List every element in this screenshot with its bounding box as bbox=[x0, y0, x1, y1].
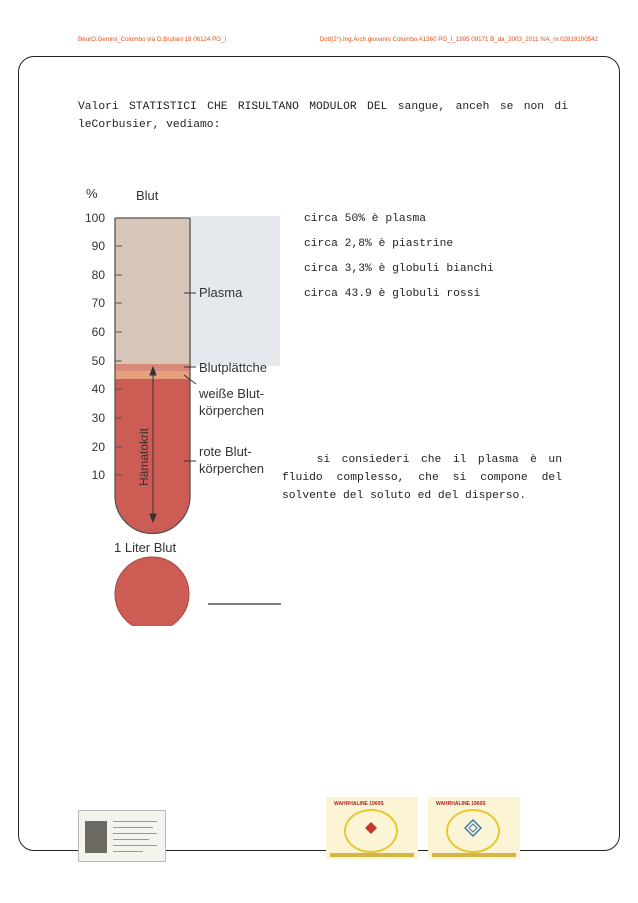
red-cells-label: rote Blut- bbox=[199, 444, 252, 459]
percent-label: % bbox=[86, 186, 98, 201]
tick-label: 80 bbox=[91, 268, 105, 282]
tick-label: 30 bbox=[91, 411, 105, 425]
hematocrit-label: Hämatokrit bbox=[137, 427, 151, 486]
id-card-image bbox=[78, 810, 166, 862]
tick-label: 10 bbox=[91, 468, 105, 482]
stat-plasma: circa 50% è plasma bbox=[304, 213, 427, 225]
blood-drop-circle bbox=[115, 557, 189, 626]
red-cells-label-2: körperchen bbox=[199, 461, 265, 476]
stat-white-cells: circa 3,3% è globuli bianchi bbox=[304, 263, 494, 275]
stat-red-cells: circa 43.9 è globuli rossi bbox=[304, 288, 481, 300]
certification-stamp-right bbox=[428, 797, 520, 859]
header-credentials: Dott(2°).Ing.Arch.giovanni Colombo A1360 PG_I_1995 09171 B_da_2003_2011 IVA_nr.02819100542 bbox=[319, 36, 598, 43]
page-header bbox=[78, 36, 598, 43]
stamp-emblem-icon bbox=[364, 821, 378, 835]
plasma-label: Plasma bbox=[199, 285, 243, 300]
liter-label: 1 Liter Blut bbox=[114, 540, 177, 555]
plasma-note bbox=[282, 451, 562, 505]
stamp-title: WAHRHALINE 1960S bbox=[334, 801, 384, 807]
platelets-label: Blutplättche bbox=[199, 360, 267, 375]
y-tick-labels bbox=[85, 211, 105, 482]
blood-composition-diagram bbox=[72, 176, 287, 626]
tick-label: 100 bbox=[84, 211, 105, 225]
tick-label: 50 bbox=[91, 354, 105, 368]
tick-label: 60 bbox=[91, 325, 105, 339]
header-address: BeurO.Gemini_Colombo via G.Brufani 18 06124 PG_I bbox=[78, 36, 227, 43]
tick-label: 70 bbox=[91, 296, 105, 310]
white-cells-label: weiße Blut- bbox=[199, 386, 265, 401]
intro-paragraph: Valori STATISTICI CHE RISULTANO MODULOR DEL sangue, anceh se non di leCorbusier, vediamo: bbox=[78, 101, 568, 131]
plasma-layer bbox=[115, 218, 190, 364]
stat-platelets: circa 2,8% è piastrine bbox=[304, 238, 454, 250]
certification-stamp-left bbox=[326, 797, 418, 859]
tick-label: 90 bbox=[91, 239, 105, 253]
plasma-note-text: si consiederi che il plasma è un fluido complesso, che si compone del solvente del soluto ed del disperso. bbox=[282, 454, 562, 502]
stamp-title: WAHRHALINE 1960S bbox=[436, 801, 486, 807]
portrait-photo bbox=[85, 821, 107, 853]
diagram-title: Blut bbox=[136, 188, 159, 203]
white-cells-label-2: körperchen bbox=[199, 403, 265, 418]
stamp-emblem-icon bbox=[464, 819, 482, 837]
tick-label: 40 bbox=[91, 382, 105, 396]
tick-label: 20 bbox=[91, 440, 105, 454]
statistics-list bbox=[304, 210, 494, 310]
